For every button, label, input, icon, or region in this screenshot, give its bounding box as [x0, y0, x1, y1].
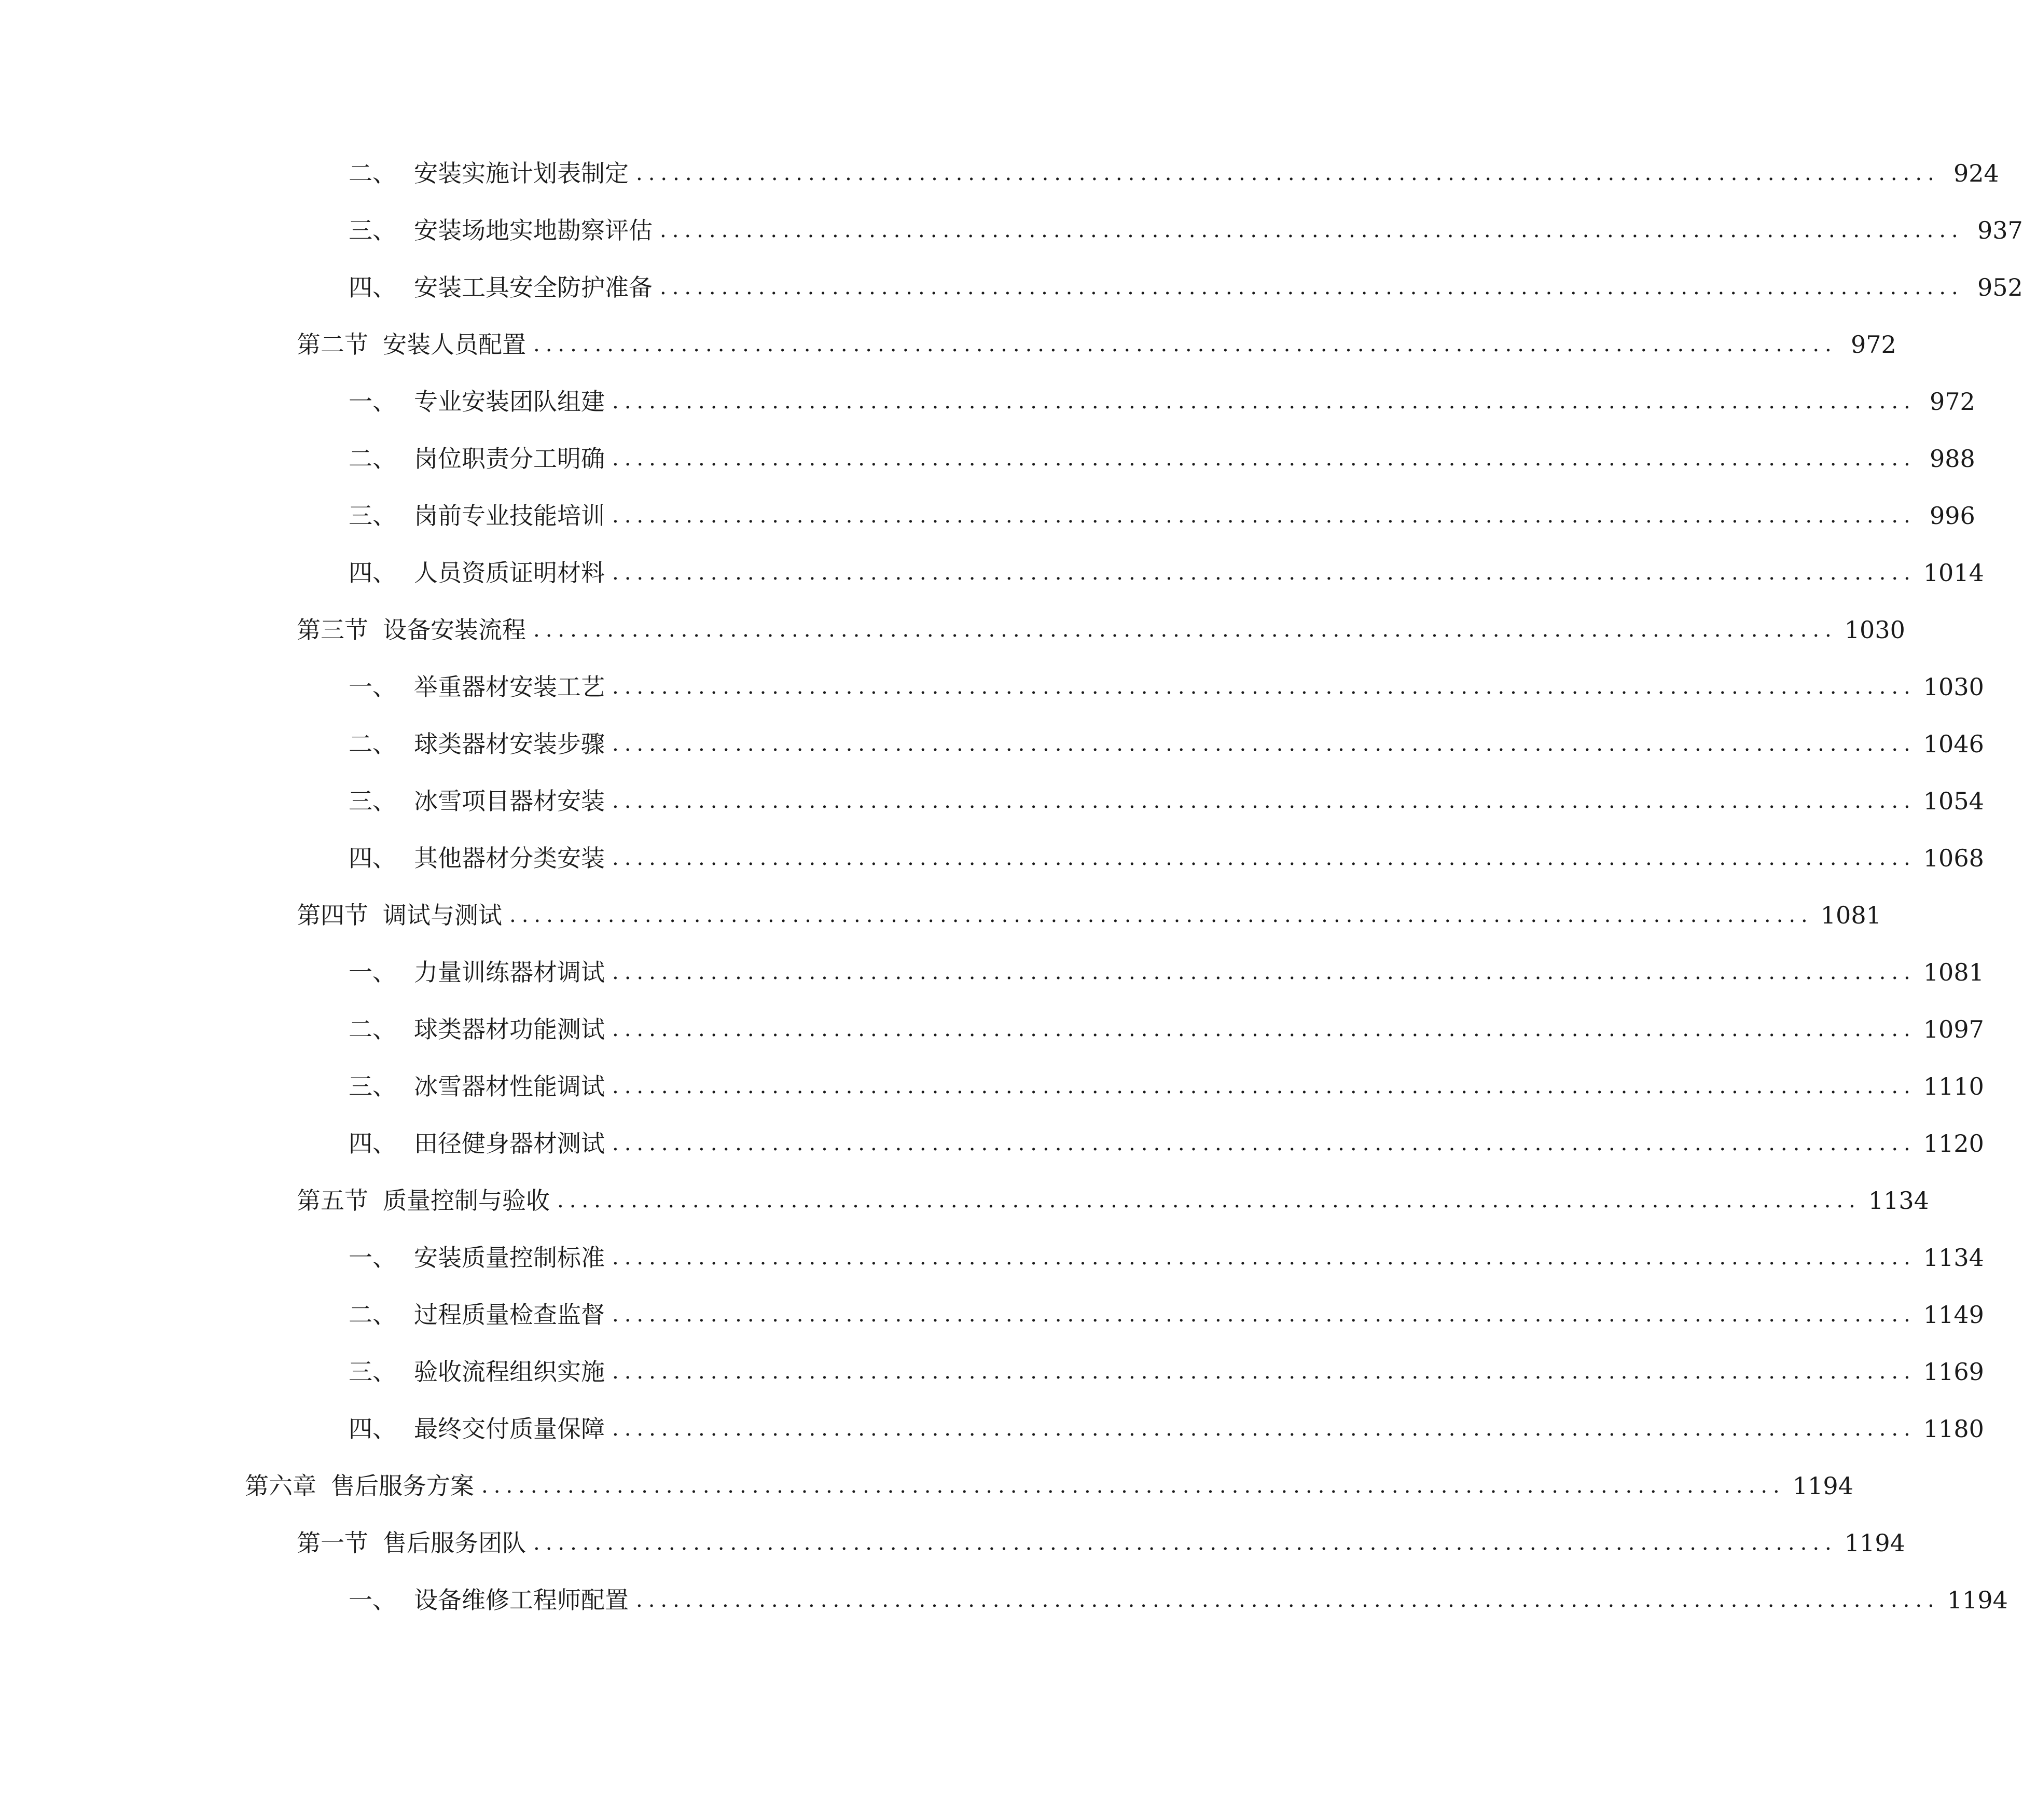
- dot-leader: ..........................................................................................................: [612, 390, 1916, 413]
- dot-leader: ..........................................................................................................: [612, 960, 1916, 984]
- toc-entry-title: 球类器材安装步骤: [414, 730, 605, 758]
- toc-entry-page: 988: [1929, 445, 1975, 473]
- toc-entry-page: 972: [1929, 388, 1975, 416]
- toc-entry-page: 937: [1977, 216, 2023, 244]
- dot-leader: ..........................................................................................................: [481, 1474, 1785, 1498]
- dot-leader: ..........................................................................................................: [612, 504, 1916, 528]
- dot-leader: ..........................................................................................................: [612, 846, 1916, 870]
- dot-leader: ..........................................................................................................: [533, 618, 1837, 642]
- dot-leader: ..........................................................................................................: [612, 732, 1916, 756]
- toc-section-page: 1081: [1820, 901, 1881, 929]
- toc-entry-title: 冰雪器材性能调试: [414, 1072, 605, 1100]
- dot-leader: ..........................................................................................................: [612, 1303, 1916, 1327]
- toc-entry[interactable]: [349, 153, 1999, 194]
- toc-entry-title: 田径健身器材测试: [414, 1129, 605, 1157]
- toc-entry-title: 安装场地实地勘察评估: [414, 216, 653, 244]
- dot-leader: ..........................................................................................................: [612, 561, 1916, 585]
- dot-leader: ..........................................................................................................: [636, 1588, 1940, 1612]
- toc-section-page: 972: [1850, 330, 1896, 359]
- dot-leader: ..........................................................................................................: [612, 675, 1916, 699]
- toc-entry-page: 1169: [1923, 1358, 1984, 1386]
- toc-section-title: 调试与测试: [383, 901, 502, 929]
- toc-entry-title: 岗位职责分工明确: [414, 445, 605, 473]
- toc-entry-page: 924: [1953, 159, 1999, 187]
- toc-section-page: 1194: [1844, 1529, 1905, 1557]
- toc-chapter-entry[interactable]: [245, 1465, 1853, 1507]
- dot-leader: ..........................................................................................................: [612, 1246, 1916, 1270]
- toc-entry[interactable]: [349, 381, 1975, 422]
- toc-entry-page: 1134: [1923, 1244, 1984, 1272]
- toc-section-title: 质量控制与验收: [383, 1187, 550, 1215]
- toc-entry-number: 三、: [349, 216, 396, 244]
- toc-chapter-page: 1194: [1792, 1472, 1853, 1500]
- toc-entry-title: 其他器材分类安装: [414, 844, 605, 872]
- toc-entry-number: 四、: [349, 844, 396, 872]
- toc-entry-number: 二、: [349, 1015, 396, 1043]
- dot-leader: ..........................................................................................................: [612, 789, 1916, 813]
- dot-leader: ..........................................................................................................: [509, 903, 1813, 927]
- toc-entry-number: 三、: [349, 787, 396, 815]
- toc-chapter-number: 第六章: [245, 1472, 316, 1500]
- toc-section-number: 第二节: [297, 330, 368, 359]
- toc-entry-number: 一、: [349, 1244, 396, 1272]
- toc-entry-page: 1120: [1923, 1129, 1984, 1157]
- toc-entry-page: 1149: [1923, 1301, 1984, 1329]
- toc-entry[interactable]: [349, 552, 1984, 594]
- toc-entry-page: 1081: [1923, 958, 1984, 986]
- toc-entry-number: 一、: [349, 958, 396, 986]
- toc-entry-number: 四、: [349, 1415, 396, 1443]
- toc-entry-number: 二、: [349, 159, 396, 187]
- toc-entry[interactable]: [349, 1237, 1984, 1278]
- toc-section-page: 1134: [1868, 1187, 1929, 1215]
- toc-entry[interactable]: [349, 1579, 2008, 1621]
- toc-section-title: 设备安装流程: [383, 616, 526, 644]
- toc-section-entry[interactable]: [297, 609, 1905, 651]
- toc-entry-title: 最终交付质量保障: [414, 1415, 605, 1443]
- dot-leader: ..........................................................................................................: [612, 1417, 1916, 1441]
- toc-entry-title: 冰雪项目器材安装: [414, 787, 605, 815]
- toc-entry-title: 设备维修工程师配置: [414, 1586, 629, 1614]
- dot-leader: ..........................................................................................................: [612, 1132, 1916, 1155]
- toc-entry[interactable]: [349, 1066, 1984, 1107]
- dot-leader: ..........................................................................................................: [533, 1531, 1837, 1555]
- toc-section-title: 售后服务团队: [383, 1529, 526, 1557]
- dot-leader: ..........................................................................................................: [612, 1074, 1916, 1098]
- toc-entry-title: 岗前专业技能培训: [414, 502, 605, 530]
- toc-entry[interactable]: [349, 1351, 1984, 1392]
- toc-section-number: 第四节: [297, 901, 368, 929]
- toc-entry-number: 二、: [349, 730, 396, 758]
- toc-section-number: 第三节: [297, 616, 368, 644]
- toc-section-entry[interactable]: [297, 1522, 1905, 1564]
- toc-entry[interactable]: [349, 1408, 1984, 1450]
- dot-leader: ..........................................................................................................: [533, 333, 1837, 356]
- toc-entry-page: 1194: [1947, 1586, 2008, 1614]
- toc-entry[interactable]: [349, 952, 1984, 993]
- toc-entry-number: 一、: [349, 388, 396, 416]
- dot-leader: ..........................................................................................................: [636, 161, 1940, 185]
- toc-entry-title: 安装工具安全防护准备: [414, 273, 653, 301]
- toc-entry[interactable]: [349, 780, 1984, 822]
- toc-entry-number: 一、: [349, 673, 396, 701]
- toc-entry-page: 1110: [1923, 1072, 1984, 1100]
- toc-section-number: 第五节: [297, 1187, 368, 1215]
- toc-entry-title: 球类器材功能测试: [414, 1015, 605, 1043]
- dot-leader: ..........................................................................................................: [612, 1017, 1916, 1041]
- toc-entry-number: 四、: [349, 1129, 396, 1157]
- toc-entry-title: 力量训练器材调试: [414, 958, 605, 986]
- toc-section-number: 第一节: [297, 1529, 368, 1557]
- toc-entry-number: 四、: [349, 559, 396, 587]
- toc-entry[interactable]: [349, 438, 1975, 479]
- toc-entry[interactable]: [349, 267, 2023, 308]
- toc-entry-page: 1046: [1923, 730, 1984, 758]
- toc-entry-page: 1068: [1923, 844, 1984, 872]
- dot-leader: ..........................................................................................................: [660, 218, 1964, 242]
- toc-entry[interactable]: [349, 1009, 1984, 1050]
- toc-entry[interactable]: [349, 495, 1975, 536]
- dot-leader: ..........................................................................................................: [612, 1360, 1916, 1384]
- toc-entry-number: 四、: [349, 273, 396, 301]
- toc-section-title: 安装人员配置: [383, 330, 526, 359]
- toc-entry-number: 一、: [349, 1586, 396, 1614]
- toc-entry-number: 二、: [349, 1301, 396, 1329]
- toc-entry-page: 1014: [1923, 559, 1984, 587]
- toc-entry-title: 安装质量控制标准: [414, 1244, 605, 1272]
- toc-section-page: 1030: [1844, 616, 1905, 644]
- toc-entry-title: 安装实施计划表制定: [414, 159, 629, 187]
- toc-entry-page: 1180: [1923, 1415, 1984, 1443]
- toc-entry-title: 举重器材安装工艺: [414, 673, 605, 701]
- toc-section-entry[interactable]: [297, 1180, 1929, 1221]
- toc-entry[interactable]: [349, 210, 2023, 251]
- toc-section-entry[interactable]: [297, 324, 1896, 365]
- toc-entry-page: 1054: [1923, 787, 1984, 815]
- toc-section-entry[interactable]: [297, 894, 1881, 936]
- dot-leader: ..........................................................................................................: [612, 447, 1916, 471]
- toc-entry-page: 952: [1977, 273, 2023, 301]
- toc-entry-title: 验收流程组织实施: [414, 1358, 605, 1386]
- toc-entry[interactable]: [349, 1123, 1984, 1164]
- toc-entry-page: 1030: [1923, 673, 1984, 701]
- dot-leader: ..........................................................................................................: [557, 1189, 1861, 1212]
- toc-entry-number: 三、: [349, 1358, 396, 1386]
- toc-entry-title: 专业安装团队组建: [414, 388, 605, 416]
- toc-entry-title: 过程质量检查监督: [414, 1301, 605, 1329]
- toc-entry[interactable]: [349, 1294, 1984, 1335]
- dot-leader: ..........................................................................................................: [660, 275, 1964, 299]
- toc-chapter-title: 售后服务方案: [331, 1472, 474, 1500]
- toc-entry-page: 996: [1929, 502, 1975, 530]
- toc-entry-number: 三、: [349, 502, 396, 530]
- toc-entry[interactable]: [349, 666, 1984, 708]
- toc-entry-number: 二、: [349, 445, 396, 473]
- toc-entry-title: 人员资质证明材料: [414, 559, 605, 587]
- toc-entry-number: 三、: [349, 1072, 396, 1100]
- toc-entry-page: 1097: [1923, 1015, 1984, 1043]
- toc-entry[interactable]: [349, 723, 1984, 765]
- toc-entry[interactable]: [349, 837, 1984, 879]
